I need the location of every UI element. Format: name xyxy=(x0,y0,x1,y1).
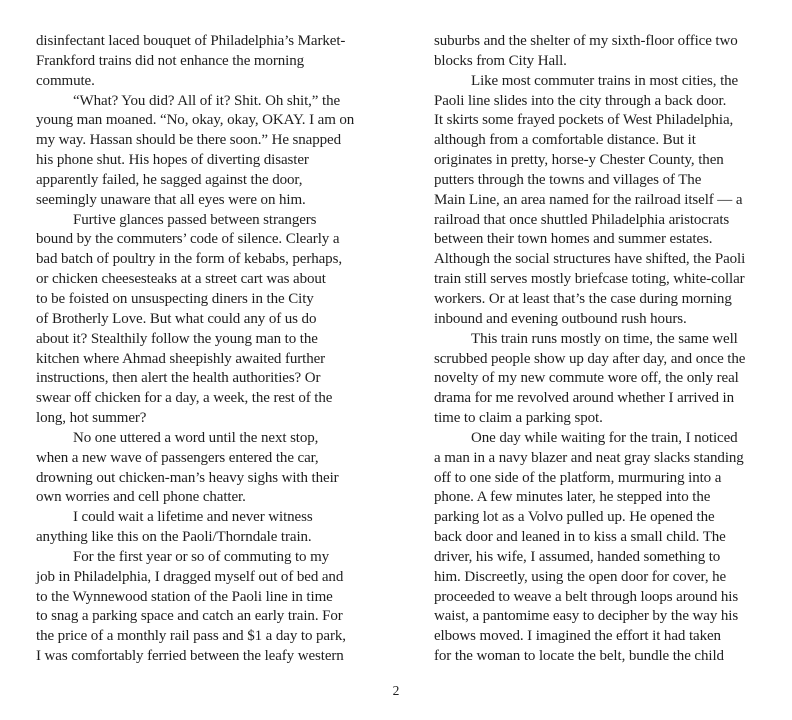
text-line: to snag a parking space and catch an early train. For xyxy=(36,608,343,625)
text-line: novelty of my new commute wore off, the only real xyxy=(434,370,739,387)
text-column-right xyxy=(434,32,790,667)
text-line: proceeded to weave a belt through loops around his xyxy=(434,588,739,605)
text-column-left xyxy=(36,32,392,667)
text-line: when a new wave of passengers entered the car, xyxy=(36,449,319,466)
text-line: seemingly unaware that all eyes were on him. xyxy=(36,191,306,208)
text-line: apparently failed, he sagged against the door, xyxy=(36,171,303,188)
text-line: No one uttered a word until the next stop, xyxy=(73,429,319,446)
text-line: parking lot as a Volvo pulled up. He opened the xyxy=(434,509,715,526)
text-line: of Brotherly Love. But what could any of us do xyxy=(36,310,317,327)
text-line: inbound and evening outbound rush hours. xyxy=(434,310,687,327)
text-line: although from a comfortable distance. But it xyxy=(434,132,696,149)
text-line: Frankford trains did not enhance the morning xyxy=(36,52,305,69)
text-line: “What? You did? All of it? Shit. Oh shit,” the xyxy=(73,92,341,109)
text-line: It skirts some frayed pockets of West Philadelphia, xyxy=(434,112,734,129)
text-line: driver, his wife, I assumed, handed something to xyxy=(434,548,721,565)
text-line: between their town homes and summer estates. xyxy=(434,231,713,248)
text-line: young man moaned. “No, okay, okay, OKAY. I am on xyxy=(36,112,355,129)
text-line: to the Wynnewood station of the Paoli line in time xyxy=(36,588,333,605)
text-line: scrubbed people show up day after day, and once the xyxy=(434,350,746,367)
text-line: Main Line, an area named for the railroad itself — a xyxy=(434,191,743,208)
text-line: I could wait a lifetime and never witness xyxy=(73,509,313,526)
text-line: commute. xyxy=(36,72,95,89)
text-line: One day while waiting for the train, I noticed xyxy=(471,429,738,446)
text-block xyxy=(36,32,790,667)
text-line: the price of a monthly rail pass and $1 a day to park, xyxy=(36,628,346,645)
text-line: own worries and cell phone chatter. xyxy=(36,489,246,506)
text-line: his phone shut. His hopes of diverting disaster xyxy=(36,152,309,169)
text-line: to be foisted on unsuspecting diners in the City xyxy=(36,290,314,307)
text-line: For the first year or so of commuting to my xyxy=(73,548,330,565)
text-line: phone. A few minutes later, he stepped into the xyxy=(434,489,711,506)
text-line: Furtive glances passed between strangers xyxy=(73,211,317,228)
text-line: long, hot summer? xyxy=(36,410,147,427)
text-line: This train runs mostly on time, the same well xyxy=(471,330,738,347)
text-line: drowning out chicken-man’s heavy sighs with their xyxy=(36,469,339,486)
text-line: my way. Hassan should be there soon.” He snapped xyxy=(36,132,341,149)
text-line: drama for me revolved around whether I arrived in xyxy=(434,390,734,407)
text-line: waist, a pantomime easy to decipher by the way his xyxy=(434,608,739,625)
text-line: about it? Stealthily follow the young man to the xyxy=(36,330,318,347)
text-line: suburbs and the shelter of my sixth-floor office two xyxy=(434,33,738,49)
text-line: train still serves mostly briefcase toting, white-collar xyxy=(434,271,745,288)
text-line: blocks from City Hall. xyxy=(434,52,567,69)
text-line: elbows moved. I imagined the effort it had taken xyxy=(434,628,721,645)
text-line: time to claim a parking spot. xyxy=(434,410,603,427)
text-line: bound by the commuters’ code of silence. Clearly a xyxy=(36,231,340,248)
text-line: workers. Or at least that’s the case during morning xyxy=(434,290,732,307)
text-line: Paoli line slides into the city through a back door. xyxy=(434,92,727,109)
text-line: originates in pretty, horse-y Chester County, then xyxy=(434,152,724,169)
text-line: putters through the towns and villages of The xyxy=(434,171,702,188)
text-line: Although the social structures have shifted, the Paoli xyxy=(434,251,746,268)
text-line: off to one side of the platform, murmuring into a xyxy=(434,469,722,486)
text-line: a man in a navy blazer and neat gray slacks standing xyxy=(434,449,744,466)
text-line: anything like this on the Paoli/Thorndale train. xyxy=(36,529,312,546)
text-line: instructions, then alert the health authorities? Or xyxy=(36,370,321,387)
text-line: I was comfortably ferried between the leafy western xyxy=(36,648,344,665)
text-line: railroad that once shuttled Philadelphia aristocrats xyxy=(434,211,730,228)
text-line: for the woman to locate the belt, bundle the child xyxy=(434,648,724,665)
page-number: 2 xyxy=(392,683,400,698)
text-line: kitchen where Ahmad sheepishly awaited further xyxy=(36,350,326,367)
text-line: bad batch of poultry in the form of kebabs, perhaps, xyxy=(36,251,342,268)
text-line: swear off chicken for a day, a week, the rest of the xyxy=(36,390,333,407)
text-line: job in Philadelphia, I dragged myself out of bed and xyxy=(36,568,344,585)
text-line: or chicken cheesesteaks at a street cart was about xyxy=(36,271,326,288)
text-line: disinfectant laced bouquet of Philadelphia’s Market- xyxy=(36,33,346,49)
text-line: Like most commuter trains in most cities, the xyxy=(471,72,739,89)
text-line: back door and leaned in to kiss a small child. The xyxy=(434,529,726,546)
text-line: him. Discreetly, using the open door for cover, he xyxy=(434,568,727,585)
